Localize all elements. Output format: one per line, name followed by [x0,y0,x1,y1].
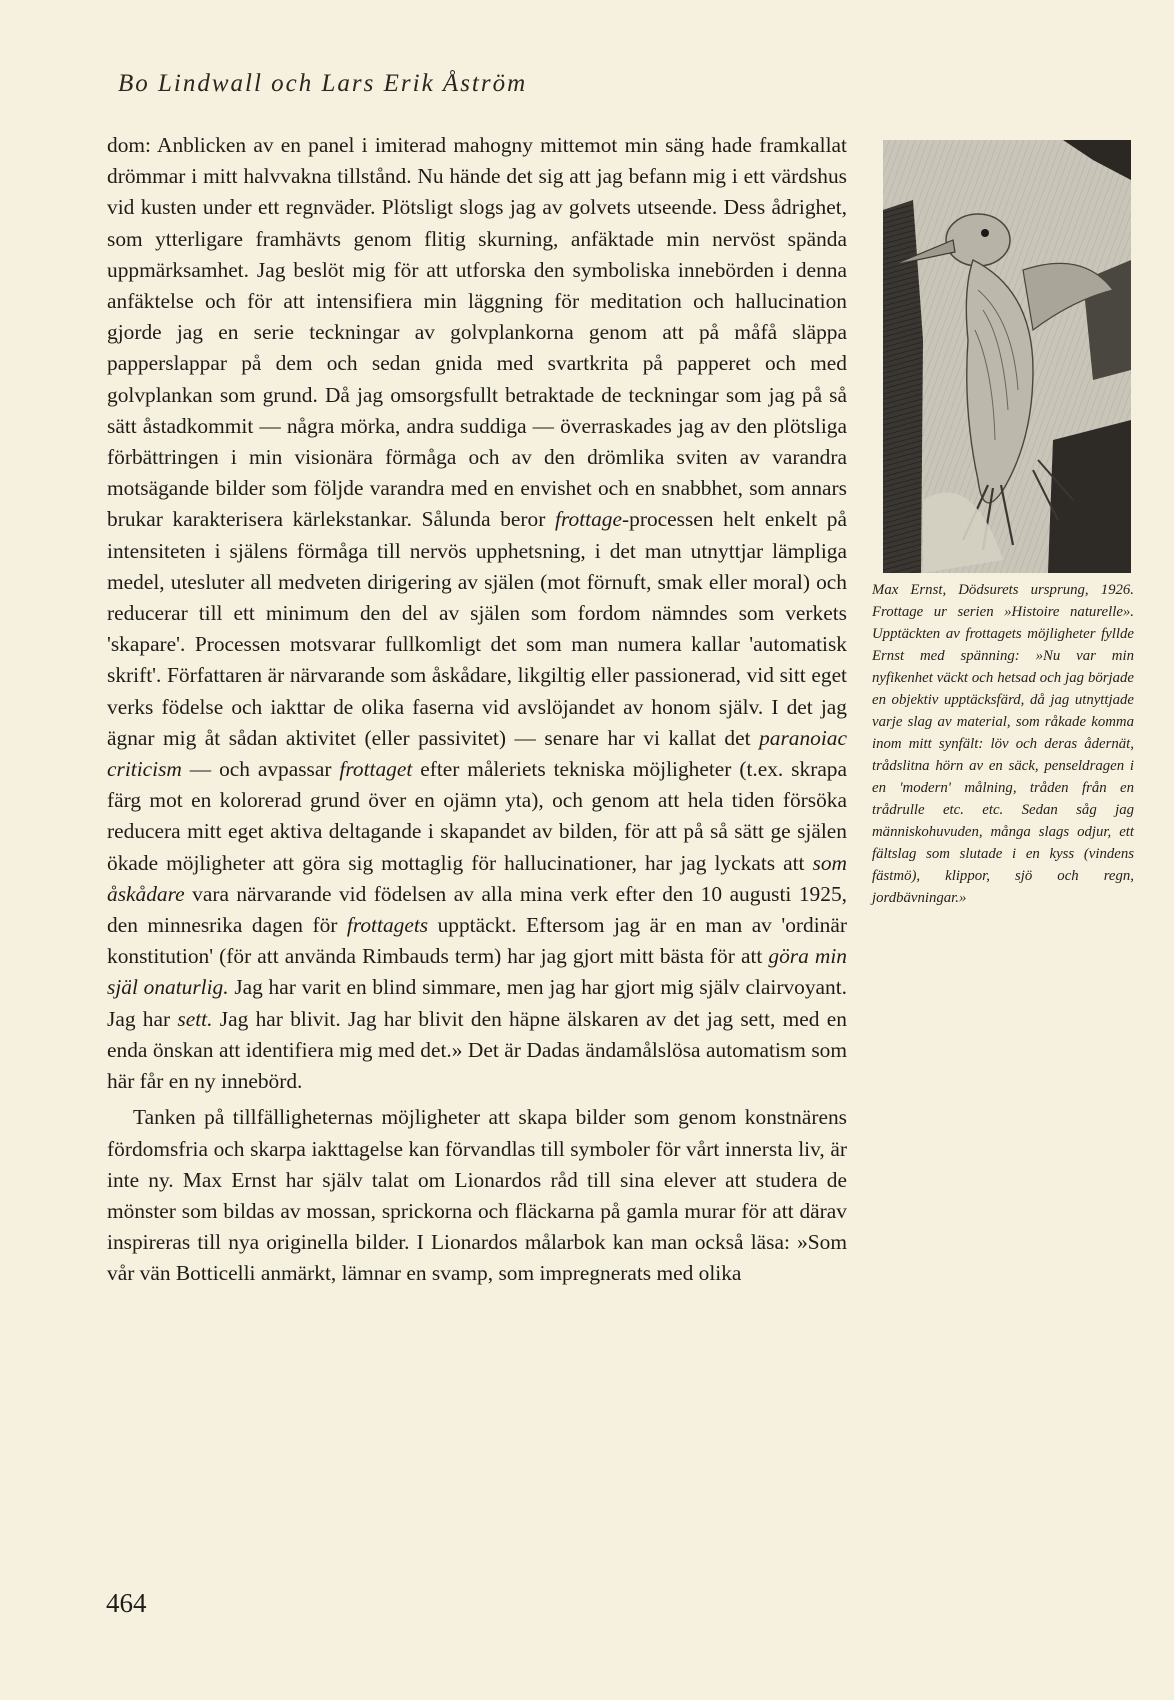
text-run: Jag har varit en blind simmare, men jag har gjort mig själv clairvoyant. Jag har [107,975,848,1031]
emphasis: frottage [555,507,622,532]
paragraph-2: Tanken på tillfälligheternas möjligheter att skapa bilder som genom konstnärens fördomsfria och skarpa iakttagelse kan förvandlas till symboler för vårt innersta liv, är inte ny. Max Ernst har själv talat om Lionardos råd till sina elever att studera de mönster som bildas av mossan, sprickorna och fläckarna på gamla murar för att därav inspireras till nya originella bilder. I Lionardos målarbok kan man också läsa: »Som vår vän Botticelli anmärkt, lämnar en svamp, som impregnerats med olika [107,1105,847,1286]
frottage-illustration [883,140,1131,573]
body-text [107,130,847,1290]
text-run: vara närvarande vid födelsen av alla mina verk efter den 10 augusti 1925, den minnesrika dagen för [107,881,847,938]
running-head: Bo Lindwall och Lars Erik Åström [118,70,528,97]
page-number: 464 [106,1588,147,1618]
figure-caption: Max Ernst, Dödsurets ursprung, 1926. Frottage ur serien »Histoire naturelle». Upptäckten av frottagets möjligheter fyllde Ernst med spänning: »Nu var min nyfikenhet väckt och hetsad och jag började en objektiv upptäcksfärd, då jag utnyttjade varje slag av material, som råkade komma inom mitt synfält: löv och deras ådernät, trådslitna hörn av en säck, penseldragen i en 'modern' målning, tråden från en trådrulle etc. etc. Sedan såg jag människohuvuden, många slags odjur, ett fältslag som slutade i en kyss (vindens fästmö), klippor, sjö och regn, jordbävningar.» [872,582,1134,906]
emphasis: frottaget [339,757,413,782]
paragraph-1 [107,130,847,1097]
emphasis: göra min själ onaturlig. [107,944,847,1000]
text-run: dom: Anblicken av en panel i imiterad mahogny mittemot min säng hade framkallat drömmar i mitt halvvakna tillstånd. Nu hände det sig att jag befann mig i ett värdshus vid kusten under ett regnväder. Plötsligt slogs jag av golvets utseende. Dess ådrighet, som ytterligare framhävts genom flitig skurning, anfäktade min nervöst spända uppmärksamhet. Jag beslöt mig för att utforska den symboliska innebörden i denna anfäktelse och för att intensifiera min läggning för meditation och hallucination gjorde jag en serie teckningar av golvplankorna genom att på måfå släppa papperslappar på dem och sedan gnida med svartkrita på papperet och med golvplankan som grund. Då jag omsorgsfullt betraktade de teckningar som jag på så sätt åstadkommit — några mörka, andra suddiga — överraskades jag av den plötsliga förbättringen i min visionära förmåga och av den drömlika sviten av varandra motsägande bilder som följde varandra med en envishet och en snabbhet, som annars brukar karakterisera kärlekstankar. Sålunda beror [107,133,847,532]
emphasis: sett. [177,1006,213,1031]
text-run: upptäckt. Eftersom jag är en man av 'ordinär konstitution' (för att använda Rimbauds term) har jag gjort mitt bästa för att [107,913,847,969]
emphasis: som åskådare [107,850,847,906]
text-run: Jag har blivit. Jag har blivit den häpne älskaren av det jag sett, med en enda önskan att identifiera mig med det.» Det är Dadas ändamålslösa automatism som här får en ny innebörd. [107,1006,847,1094]
emphasis: paranoiac criticism [107,725,847,782]
text-run: — och avpassar [181,757,340,782]
text-run: -processen helt enkelt på intensiteten i själens förmåga till nervös upphetsning, i det man utnyttjar lämpliga medel, utesluter all medveten dirigering av själen (mot förnuft, smak eller moral) och reducerar till ett minimum den del av själen som fordom nämndes som verkets 'skapare'. Processen motsvarar fullkomligt det som man numera kallar 'automatisk skrift'. Författaren är närvarande som åskådare, likgiltig eller passionerad, vid sitt eget verks födelse och iakttar de olika faserna vid avslöjandet av honom själv. I det jag ägnar mig åt sådan aktivitet (eller passivitet) — senare har vi kallat det [107,507,847,750]
emphasis: frottagets [346,913,429,938]
text-run: efter måleriets tekniska möjligheter (t.ex. skrapa färg mot en kolorerad grund över en ojämn yta), och genom att hela tiden försöka reducera mitt eget aktiva deltagande i skapandet av bilden, för att på så sätt ge själen ökade möjligheter att göra sig mottaglig för hallucinationer, har jag lyckats att [107,757,848,875]
